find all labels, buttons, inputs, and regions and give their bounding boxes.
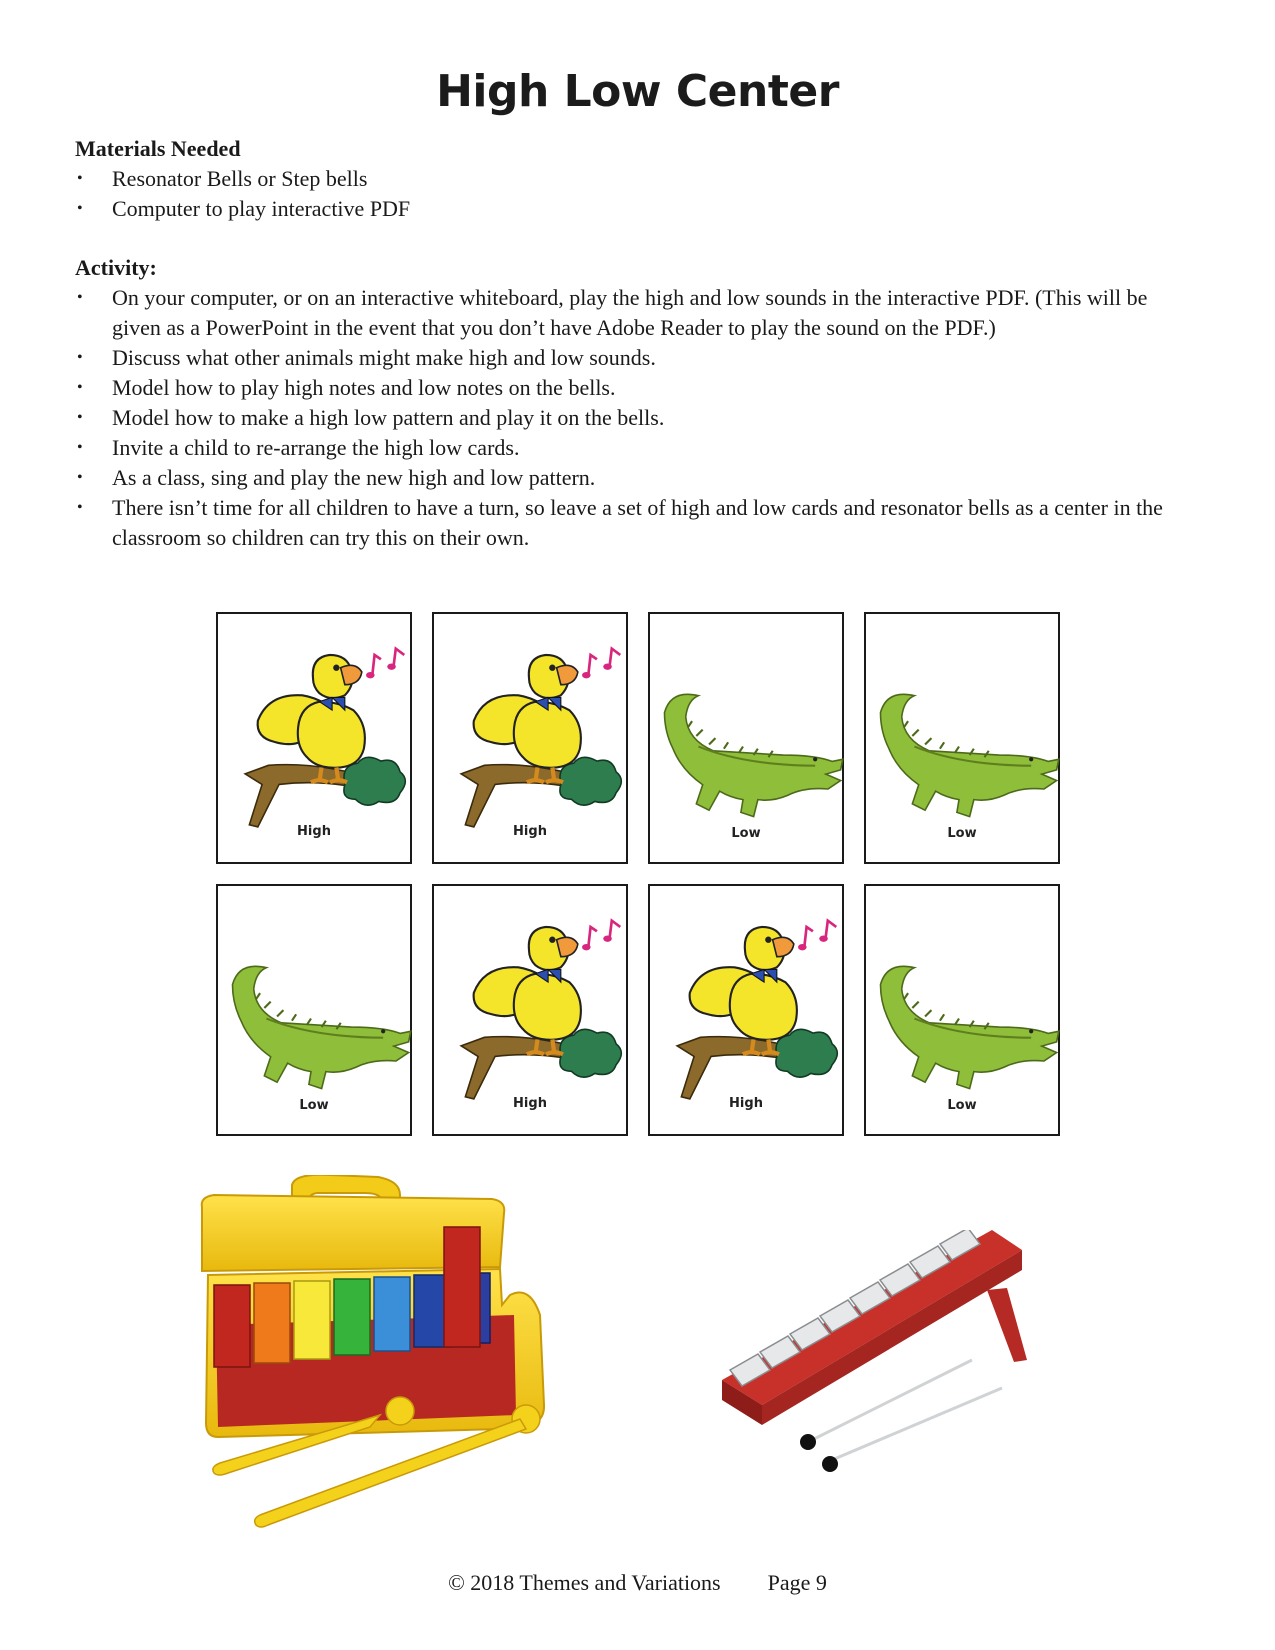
resonator-bells-image xyxy=(200,1175,570,1550)
low-card xyxy=(864,612,1060,864)
activity-heading: Activity: xyxy=(75,255,157,280)
list-item: • Discuss what other animals might make high and low sounds. xyxy=(75,343,1195,373)
high-card xyxy=(432,884,628,1136)
activity-list xyxy=(75,283,1195,553)
high-card xyxy=(432,612,628,864)
copyright-text: © 2018 Themes and Variations xyxy=(448,1570,721,1595)
singing-bird-icon xyxy=(442,642,633,842)
singing-bird-icon xyxy=(226,642,417,842)
list-item: • As a class, sing and play the new high and low pattern. xyxy=(75,463,1195,493)
high-card xyxy=(648,884,844,1136)
materials-heading: Materials Needed xyxy=(75,136,241,161)
card-label: High xyxy=(297,824,331,839)
list-item: • Computer to play interactive PDF xyxy=(75,194,1195,224)
page-number: Page 9 xyxy=(767,1570,827,1595)
crocodile-icon xyxy=(872,926,1063,1126)
list-item: • Model how to make a high low pattern and play it on the bells. xyxy=(75,403,1195,433)
crocodile-icon xyxy=(224,926,415,1126)
high-low-cards xyxy=(216,612,1062,1140)
list-item: • Model how to play high notes and low notes on the bells. xyxy=(75,373,1195,403)
card-label: Low xyxy=(947,1098,977,1113)
low-card xyxy=(648,612,844,864)
card-label: High xyxy=(513,1096,547,1111)
low-card xyxy=(864,884,1060,1136)
card-label: High xyxy=(513,824,547,839)
activity-section xyxy=(75,253,1195,553)
page-title: High Low Center xyxy=(436,66,839,117)
page-footer xyxy=(0,1570,1275,1596)
singing-bird-icon xyxy=(658,914,849,1114)
card-label: Low xyxy=(947,826,977,841)
crocodile-icon xyxy=(872,654,1063,854)
list-item: • On your computer, or on an interactive whiteboard, play the high and low sounds in the interactive PDF. (This will be given as a PowerPoint in the event that you don’t have Adobe Reader to play the sound on the PDF.) xyxy=(75,283,1195,343)
list-item: • Resonator Bells or Step bells xyxy=(75,164,1195,194)
high-card xyxy=(216,612,412,864)
card-label: High xyxy=(729,1096,763,1111)
list-item: • There isn’t time for all children to have a turn, so leave a set of high and low cards and resonator bells as a center in the classroom so children can try this on their own. xyxy=(75,493,1195,553)
low-card xyxy=(216,884,412,1136)
singing-bird-icon xyxy=(442,914,633,1114)
step-bells-image xyxy=(722,1230,1072,1505)
crocodile-icon xyxy=(656,654,847,854)
card-label: Low xyxy=(731,826,761,841)
list-item: • Invite a child to re-arrange the high low cards. xyxy=(75,433,1195,463)
materials-list xyxy=(75,164,1195,224)
card-label: Low xyxy=(299,1098,329,1113)
materials-section xyxy=(75,134,1195,224)
